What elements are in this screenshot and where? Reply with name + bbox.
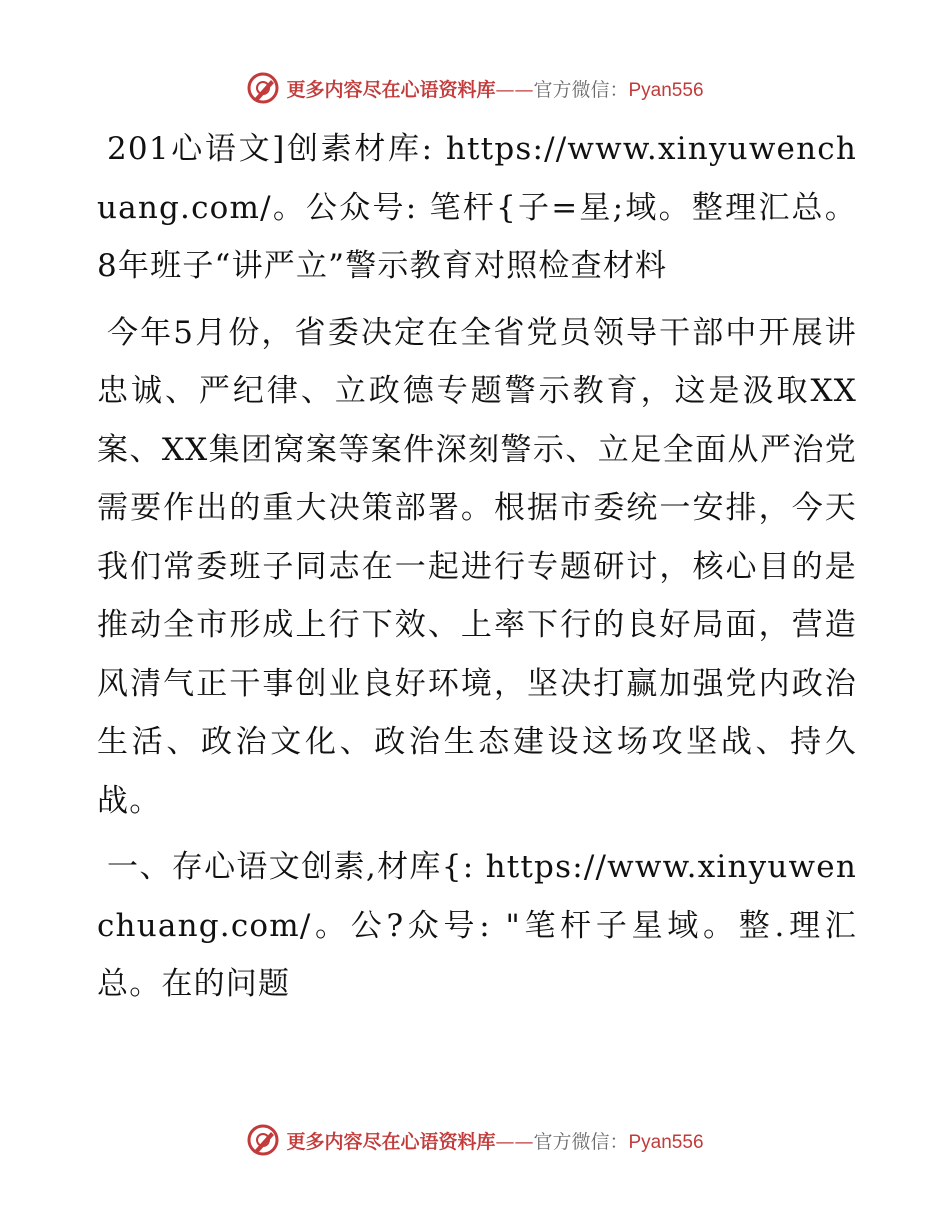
header-watermark <box>0 68 950 108</box>
watermark-text: 更多内容尽在心语资料库——官方微信：Pyan556 <box>286 78 704 101</box>
footer-watermark <box>0 1120 950 1160</box>
intro-paragraph: 今年5月份，省委决定在全省党员领导干部中开展讲忠诚、严纪律、立政德专题警示教育，这是汲取XX案、XX集团窝案等案件深刻警示、立足全面从严治党需要作出的重大决策部署。根据市委统一安排，今天我们常委班子同志在一起进行专题研讨，核心目的是推动全市形成上行下效、上率下行的良好局面，营造风清气正干事创业良好环境，坚决打赢加强党内政治生活、政治文化、政治生态建设这场攻坚战、持久战。 <box>97 314 857 819</box>
watermark-text: 更多内容尽在心语资料库——官方微信：Pyan556 <box>286 1130 704 1153</box>
title-paragraph: 201心语文]创素材库: https://www.xinyuwenchuang.com/。公众号: 笔杆{子=星;域。整理汇总。8年班子“讲严立”警示教育对照检查材料 <box>97 131 857 284</box>
pen-logo-icon <box>246 71 280 105</box>
section-heading-paragraph: 一、存心语文创素,材库{: https://www.xinyuwenchuang.com/。公?众号: "笔杆子星域。整.理汇总。在的问题 <box>97 849 857 1002</box>
document-body <box>97 120 857 1014</box>
pen-logo-icon <box>246 1123 280 1157</box>
